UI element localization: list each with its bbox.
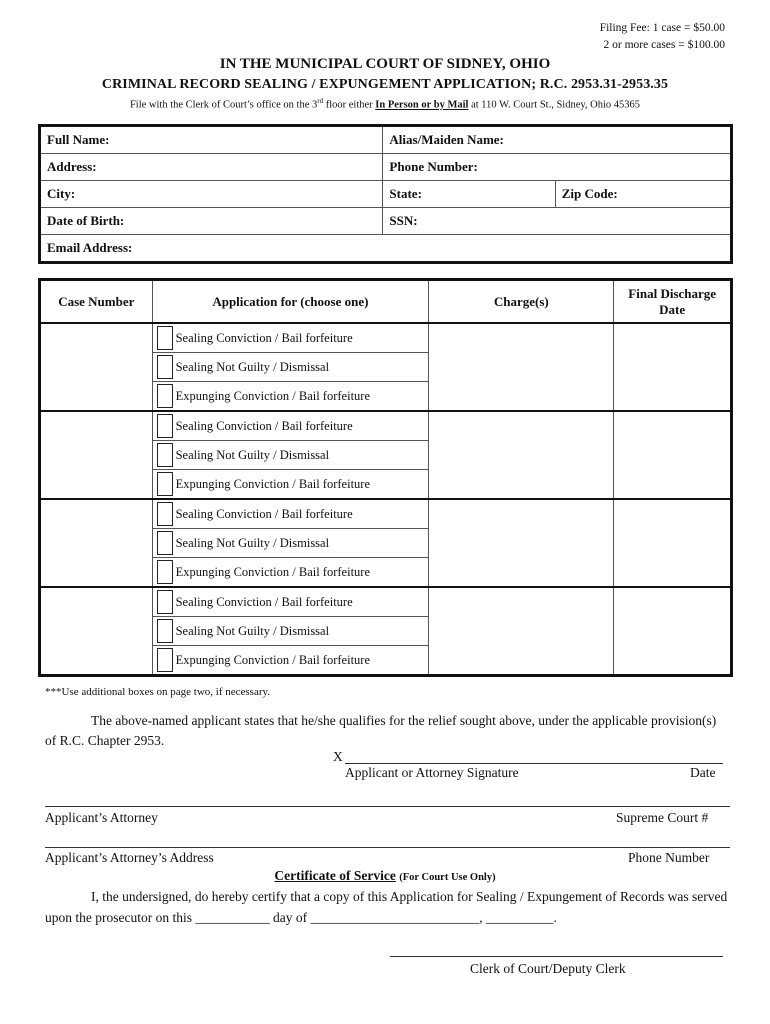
case-number-cell[interactable] — [40, 323, 153, 411]
option-label: Expunging Conviction / Bail forfeiture — [175, 388, 371, 403]
application-option-cell — [152, 646, 429, 676]
option-checkbox[interactable] — [157, 326, 173, 350]
case-row — [40, 323, 732, 353]
option-checkbox[interactable] — [157, 560, 173, 584]
application-option — [153, 353, 429, 381]
final-discharge-header: Final Discharge Date — [614, 280, 732, 324]
case-row — [40, 499, 732, 529]
application-option-cell — [152, 558, 429, 588]
filing-fee-multiple: 2 or more cases = $100.00 — [603, 39, 725, 51]
supreme-court-label: Supreme Court # — [616, 810, 709, 825]
option-checkbox[interactable] — [157, 414, 173, 438]
charges-header: Charge(s) — [429, 280, 614, 324]
option-checkbox[interactable] — [157, 355, 173, 379]
phone-number-label: Phone Number — [628, 850, 710, 865]
application-option — [153, 441, 429, 469]
option-label: Expunging Conviction / Bail forfeiture — [175, 652, 371, 667]
case-row — [40, 411, 732, 441]
option-label: Expunging Conviction / Bail forfeiture — [175, 564, 371, 579]
cases-table — [38, 278, 733, 677]
form-title: CRIMINAL RECORD SEALING / EXPUNGEMENT APPLICATION; R.C. 2953.31-2953.35 — [101, 77, 669, 92]
charges-cell[interactable] — [429, 323, 614, 411]
application-option — [153, 617, 429, 645]
application-option-cell — [152, 411, 429, 441]
option-label: Sealing Conviction / Bail forfeiture — [175, 594, 353, 609]
application-option — [153, 500, 429, 528]
date-label: Date — [690, 765, 716, 780]
application-option — [153, 588, 429, 616]
signature-line[interactable] — [345, 751, 723, 764]
final-discharge-cell[interactable] — [614, 411, 732, 499]
x-mark: X — [333, 749, 343, 764]
application-option-cell — [152, 529, 429, 558]
option-label: Sealing Conviction / Bail forfeiture — [175, 330, 353, 345]
charges-cell[interactable] — [429, 411, 614, 499]
additional-boxes-note: ***Use additional boxes on page two, if necessary. — [45, 686, 271, 698]
certificate-title: Certificate of Service (For Court Use Only) — [274, 868, 496, 883]
application-option-cell — [152, 470, 429, 500]
application-option — [153, 646, 429, 674]
option-label: Sealing Not Guilty / Dismissal — [175, 359, 330, 374]
attorney-line[interactable] — [45, 794, 730, 807]
filing-fee-single: Filing Fee: 1 case = $50.00 — [599, 22, 725, 34]
option-label: Sealing Conviction / Bail forfeiture — [175, 506, 353, 521]
option-label: Sealing Not Guilty / Dismissal — [175, 535, 330, 550]
state-field[interactable]: State: — [383, 181, 555, 208]
option-label: Sealing Not Guilty / Dismissal — [175, 447, 330, 462]
clerk-label: Clerk of Court/Deputy Clerk — [470, 961, 626, 976]
application-option-cell — [152, 441, 429, 470]
email-field[interactable]: Email Address: — [40, 235, 732, 263]
option-checkbox[interactable] — [157, 502, 173, 526]
option-checkbox[interactable] — [157, 531, 173, 555]
city-field[interactable]: City: — [40, 181, 383, 208]
application-option — [153, 529, 429, 557]
full-name-field[interactable]: Full Name: — [40, 126, 383, 154]
clerk-signature-line[interactable] — [390, 944, 723, 957]
charges-cell[interactable] — [429, 499, 614, 587]
option-label: Sealing Not Guilty / Dismissal — [175, 623, 330, 638]
ssn-field[interactable]: SSN: — [383, 208, 732, 235]
application-option-cell — [152, 499, 429, 529]
case-number-cell[interactable] — [40, 499, 153, 587]
option-label: Expunging Conviction / Bail forfeiture — [175, 476, 371, 491]
case-row — [40, 587, 732, 617]
application-for-header: Application for (choose one) — [152, 280, 429, 324]
option-checkbox[interactable] — [157, 384, 173, 408]
certificate-text: I, the undersigned, do hereby certify that a copy of this Application for Sealing / Expungement of Records was served upon the prosecutor on this ___________ day of _________________________, __________. — [45, 889, 728, 925]
signature-label: Applicant or Attorney Signature — [345, 765, 519, 780]
attorney-address-label: Applicant’s Attorney’s Address — [45, 850, 214, 865]
applicant-info-table — [38, 124, 733, 264]
option-checkbox[interactable] — [157, 443, 173, 467]
application-option-cell — [152, 587, 429, 617]
final-discharge-cell[interactable] — [614, 323, 732, 411]
application-option — [153, 382, 429, 410]
case-number-cell[interactable] — [40, 587, 153, 676]
application-option-cell — [152, 323, 429, 353]
zip-field[interactable]: Zip Code: — [555, 181, 731, 208]
filing-fee — [600, 20, 725, 54]
application-option — [153, 470, 429, 498]
application-option-cell — [152, 353, 429, 382]
applicant-statement: The above-named applicant states that he/she qualifies for the relief sought above, under the applicable provision(s) of R.C. Chapter 2953. — [45, 713, 717, 748]
case-number-cell[interactable] — [40, 411, 153, 499]
option-checkbox[interactable] — [157, 648, 173, 672]
option-checkbox[interactable] — [157, 472, 173, 496]
address-field[interactable]: Address: — [40, 154, 383, 181]
filing-instructions: File with the Clerk of Court’s office on the 3rd floor either In Person or by Mail at 110 W. Court St., Sidney, Ohio 45365 — [129, 97, 641, 111]
option-checkbox[interactable] — [157, 590, 173, 614]
application-option — [153, 558, 429, 586]
application-option-cell — [152, 617, 429, 646]
court-title: IN THE MUNICIPAL COURT OF SIDNEY, OHIO — [219, 56, 551, 72]
charges-cell[interactable] — [429, 587, 614, 676]
alias-field[interactable]: Alias/Maiden Name: — [383, 126, 732, 154]
application-option-cell — [152, 382, 429, 412]
application-option — [153, 324, 429, 352]
phone-field[interactable]: Phone Number: — [383, 154, 732, 181]
final-discharge-cell[interactable] — [614, 499, 732, 587]
attorney-label: Applicant’s Attorney — [45, 810, 158, 825]
dob-field[interactable]: Date of Birth: — [40, 208, 383, 235]
attorney-address-line[interactable] — [45, 835, 730, 848]
application-option — [153, 412, 429, 440]
case-number-header: Case Number — [40, 280, 153, 324]
option-checkbox[interactable] — [157, 619, 173, 643]
final-discharge-cell[interactable] — [614, 587, 732, 676]
option-label: Sealing Conviction / Bail forfeiture — [175, 418, 353, 433]
